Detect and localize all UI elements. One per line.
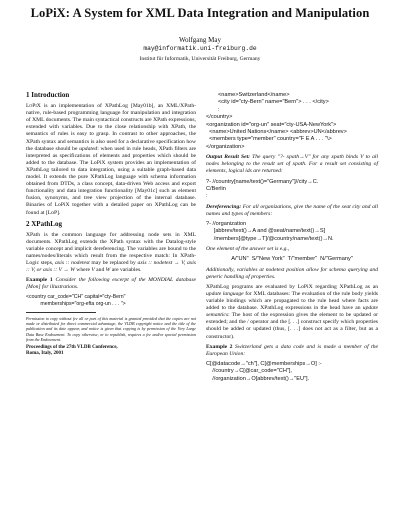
xpl-text-3: where bbox=[74, 267, 92, 274]
code-line: ?- //organization bbox=[206, 220, 247, 227]
prog-text-2: for XML databases: The evaluation of the rule body yields variable bindings which are propagated to the rule head where facts are added to the database. XPathLog expressions in the head have an bbox=[206, 290, 378, 312]
query-listing-1 bbox=[206, 179, 378, 201]
proceedings-line-2: Roma, Italy, 2001 bbox=[26, 350, 64, 356]
code-line: <name>Switzerland</name> bbox=[218, 92, 290, 98]
code-line: //organization→O[abbrev/text()→"EU"]. bbox=[206, 375, 310, 382]
code-line: </country> bbox=[206, 114, 233, 121]
code-line: /members[@type→T]/@country/name/text()→N. bbox=[206, 235, 334, 242]
example-2-label: Example 2 bbox=[206, 343, 233, 350]
xpl-var-v: V bbox=[91, 267, 95, 274]
xpl-text-5: are variables. bbox=[110, 267, 142, 274]
code-line: C[@datacode→"ch"], C[@memberships→O] :- bbox=[206, 360, 322, 367]
xpl-math-2: axis :: nodetest → V, axis :: V, or axis :: V → W bbox=[26, 260, 196, 274]
code-line: <members type="member" country="F E A . . . "\> bbox=[206, 136, 332, 143]
code-line: <name>United Nations</name> <abbrev>UN</abbrev> bbox=[206, 129, 347, 136]
code-listing-3 bbox=[206, 361, 378, 383]
author-name: Wolfgang May bbox=[178, 36, 221, 44]
author-email: may@informatik.uni-freiburg.de bbox=[143, 45, 257, 52]
xpl-text-2: may be replaced by bbox=[89, 260, 138, 267]
prog-emphasis-1: update language bbox=[206, 290, 244, 297]
prog-text-3: : The host of the expression gives the element to be updated or extended; and the / operator and the [. . .] construct specify which properties should be added or updated (thus, [. . .] does not act as a filter, but as a constructor). bbox=[206, 312, 378, 340]
answer-line: A/"UN" S/"New York" T/"member" N/"Germany" bbox=[231, 256, 353, 263]
code-line: : bbox=[206, 193, 208, 200]
code-line: </organization> bbox=[206, 143, 245, 150]
programs-paragraph bbox=[206, 284, 378, 341]
code-line: <organization id="org-un" seat="cty-USA-NewYork"> bbox=[206, 121, 337, 128]
introduction-paragraph bbox=[26, 103, 196, 217]
prog-text-1: XPathLog programs are evaluated by LoPiX regarding XPathLog as an bbox=[206, 283, 378, 290]
code-listing-2 bbox=[206, 92, 378, 151]
output-result-set-text: The query "?- xpath→V" for any xpath binds V to all nodes belonging to the result set of xpath. For a result set consisting of elements, logical ids are returned: bbox=[206, 154, 378, 175]
example-1-text: Consider the following excerpt of the MONDIAL database [Mon] for illustrations. bbox=[26, 277, 197, 291]
code-line: memberships="org-efta org-un . . . "> bbox=[26, 301, 126, 308]
intro-text-2: : when used in rule heads, XPath filters are interpreted as specifications of elements and properties which should be added to the database. The LoPiX system provides an implementation of XPathLog tailored to data integration, using a suitable graph-based data model. It extends the pure XPathLog language with schema information obtained from DTDs, a class concept, data-driven Web access and export functionality and data integration functionality [May01c] such as element fusion, synonyms, and tree view projection of the internal database. Binaries of LoPiX together with a detailed paper on XPathLog can be found at [LoP]. bbox=[26, 145, 197, 216]
code-line: : bbox=[218, 106, 220, 113]
footnote-divider bbox=[26, 312, 96, 313]
xpl-var-w: W bbox=[105, 267, 111, 274]
proceedings-line-1: Proceedings of the 27th VLDB Conference, bbox=[26, 344, 118, 350]
system-name: LoPiX bbox=[26, 103, 41, 110]
output-result-set-paragraph bbox=[206, 154, 378, 175]
code-line: //country→C[@car_code="CH"], bbox=[206, 368, 292, 375]
code-line: ?- //country[name/text()="Germany"]//city→C. bbox=[206, 178, 319, 185]
dereferencing-label: Dereferencing: bbox=[206, 203, 242, 210]
code-line: [abbrev/text()→A and @seat/name/text()→S] bbox=[206, 228, 326, 235]
example-1-label: Example 1 bbox=[26, 277, 53, 284]
copyright-notice: Permission to copy without fee all or part of this material is granted provided that the copies are not made or distributed for direct commercial advantage, the VLDB copyright notice and the title of the publication and its date appear, and notice is given that copying is by permission of the Very Large Data Base Endowment. To copy otherwise, or to republish, requires a fee and/or special permission from the Endowment. bbox=[26, 316, 196, 342]
xpl-text-4: and bbox=[94, 267, 106, 274]
section-heading-introduction: 1 Introduction bbox=[26, 91, 70, 99]
code-line: <city id="cty-Bern" name="Bern"> . . . </city> bbox=[218, 99, 329, 106]
author-affiliation: Institut für Informatik, Universität Freiburg, Germany bbox=[139, 56, 261, 62]
answer-intro: One element of the answer set is e.g., bbox=[206, 246, 290, 253]
left-column bbox=[26, 88, 196, 357]
intro-text-1: is an implementation of XPathLog [May01b], an XML/XPath-native, rule-based programming language for manipulation and integration of XML documents. The main syntactical constructs are XPath expressions, extended with variables. Due to the close relationship with XPath, the semantics of rules is easy to grasp. In contrast to other approaches, the XPath syntax and semantics is also used for a declarative specification how the database should be bbox=[26, 103, 196, 152]
paper-title: LoPiX: A System for XML Data Integration and Manipulation bbox=[30, 6, 370, 20]
example-2-text: Switzerland gets a data code and is made a member of the European Union: bbox=[206, 343, 379, 357]
code-listing-1 bbox=[26, 294, 196, 308]
example-1 bbox=[26, 277, 196, 291]
prog-emphasis-2: update semantics bbox=[206, 305, 378, 319]
section-heading-xpathlog: 2 XPathLog bbox=[26, 219, 62, 228]
dereferencing-paragraph bbox=[206, 204, 378, 218]
query-listing-2 bbox=[206, 221, 378, 243]
example-2 bbox=[206, 344, 378, 358]
code-line: C/Berlin bbox=[206, 185, 226, 192]
right-column bbox=[206, 92, 378, 386]
xpl-math-1: axis :: nodetest bbox=[54, 260, 90, 267]
intro-emphasis: updated bbox=[79, 145, 98, 152]
code-line: <country car_code="CH" capital="cty-Bern" bbox=[26, 294, 126, 301]
additionally-paragraph: Additionally, variables at nodetest position allow for schema querying and generic handling of properties. bbox=[206, 266, 378, 280]
xpathlog-paragraph bbox=[26, 232, 196, 275]
output-result-set-label: Output Result Set: bbox=[206, 154, 251, 161]
dereferencing-text: For all organizations, give the name of the seat city and all names and types of members: bbox=[206, 203, 378, 217]
xpl-text-1: XPath is the common language for addressing node sets in XML documents. XPathLog extends the XPath syntax with the Datalog-style variable concept and implicit dereferencing. The variables are bound to the names/nodes/literals which result from the respective match: In XPath-Logic steps, bbox=[26, 231, 196, 267]
